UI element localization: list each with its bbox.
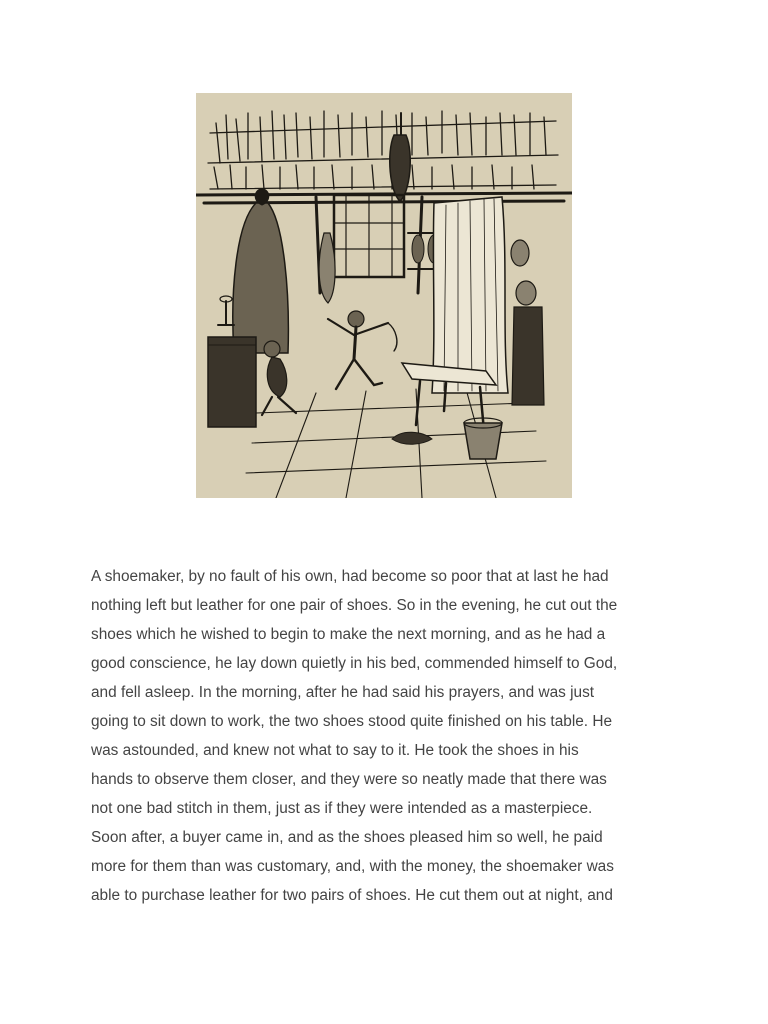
story-text — [91, 562, 681, 910]
story-illustration — [196, 93, 572, 498]
story-line: shoes which he wished to begin to make the next morning, and as he had a — [91, 626, 606, 643]
story-line: more for them than was customary, and, with the money, the shoemaker was — [91, 858, 614, 875]
story-line: was astounded, and knew not what to say to it. He took the shoes in his — [91, 742, 579, 759]
story-line: Soon after, a buyer came in, and as the shoes pleased him so well, he paid — [91, 829, 603, 846]
story-line: hands to observe them closer, and they were so neatly made that there was — [91, 771, 607, 788]
story-line: going to sit down to work, the two shoes stood quite finished on his table. He — [91, 713, 613, 730]
story-line: able to purchase leather for two pairs of shoes. He cut them out at night, and — [91, 887, 613, 904]
story-line: nothing left but leather for one pair of shoes. So in the evening, he cut out the — [91, 597, 618, 614]
shoemaker-elves-engraving-icon — [196, 93, 572, 498]
story-line: A shoemaker, by no fault of his own, had become so poor that at last he had — [91, 568, 609, 585]
story-line: and fell asleep. In the morning, after he had said his prayers, and was just — [91, 684, 595, 701]
story-line: not one bad stitch in them, just as if they were intended as a masterpiece. — [91, 800, 593, 817]
story-line: good conscience, he lay down quietly in his bed, commended himself to God, — [91, 655, 618, 672]
